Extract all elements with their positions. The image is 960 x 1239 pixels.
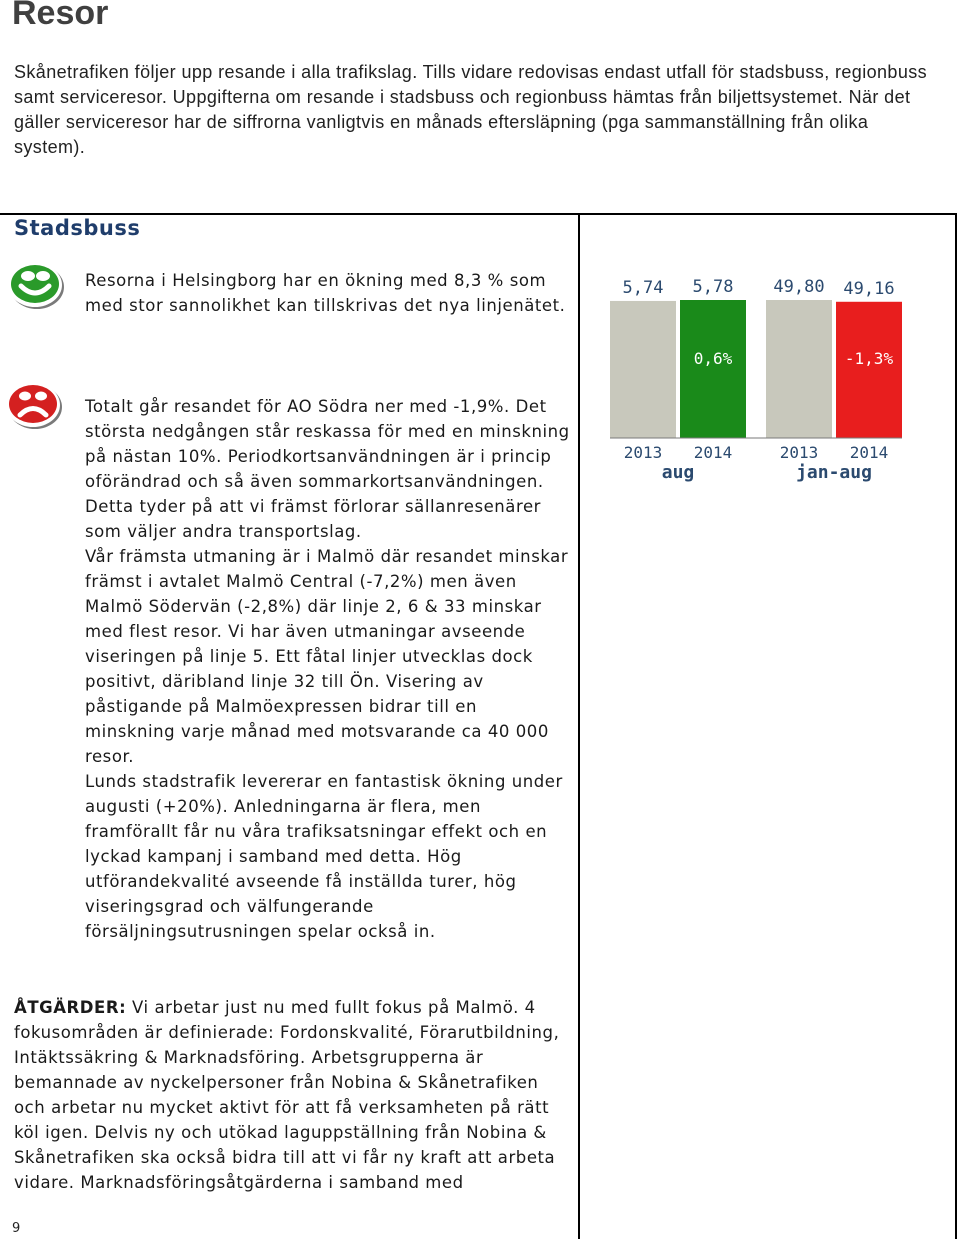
page-number: 9 [12, 1221, 21, 1236]
chart-bar [680, 300, 746, 438]
x-tick-label: 2014 [849, 443, 889, 462]
positive-note: Resorna i Helsingborg har en ökning med 8,3 % som med stor sannolikhet kan tillskrivas det nya linjenätet. [85, 271, 566, 315]
bar-value-label: 49,80 [773, 277, 825, 297]
bar-change-label: -1,3% [844, 349, 894, 368]
group-label: aug [661, 462, 695, 483]
x-tick-label: 2014 [693, 443, 733, 462]
sad-face-icon [4, 378, 64, 430]
negative-paragraph: Vår främsta utmaning är i Malmö där resandet minskar främst i avtalet Malmö Central (-7,2%) men även Malmö Södervän (-2,8%) där linje 2, 6 & 33 minskar med flest resor. Vi har även utmaningar avseende viseringen på linje 5. Ett fåtal linjer utvecklas dock positivt, däribland linje 32 till Ön. Visering av påstigande på Malmöexpressen bidrar till en minskning varje månad med motsvarande ca 40 000 resor. [85, 547, 569, 766]
chart-bar [610, 301, 676, 438]
travel-bar-chart [606, 262, 906, 492]
group-label: jan-aug [796, 462, 872, 483]
x-tick-label: 2013 [779, 443, 819, 462]
bar-value-label: 49,16 [843, 278, 895, 299]
actions-text: Vi arbetar just nu med fullt fokus på Malmö. 4 fokusområden är definierade: Fordonskvalité, Förarutbildning, Intäktssäkring & Marknadsföring. Arbetsgrupperna är bemannade av nyckelpersoner från Nobina & Skånetrafiken och arbetar nu mycket aktivt för att få verksamheten på rätt köl igen. Delvis ny och utökad laguppställning från Nobina & Skånetrafiken ska också bidra till att vi får ny kraft att arbeta vidare. Marknadsföringsåtgärderna i samband med [14, 998, 560, 1192]
bar-value-label: 5,74 [622, 277, 664, 298]
actions-paragraph [14, 995, 574, 1195]
actions-label: ÅTGÄRDER: [14, 998, 127, 1017]
negative-notes [85, 394, 570, 944]
page-title: Resor [12, 0, 109, 32]
negative-paragraph: Lunds stadstrafik levererar en fantastisk ökning under augusti (+20%). Anledningarna är flera, men framförallt får nu våra trafiksatsningar effekt och en lyckad kampanj i samband med detta. Hög utförandekvalité avseende få inställda turer, hög viseringsgrad och välfungerande försäljningsutrusningen spelar också in. [85, 772, 563, 941]
bar-value-label: 5,78 [692, 277, 734, 297]
column-divider [578, 213, 580, 1239]
bar-change-label: 0,6% [693, 349, 733, 368]
section-heading: Stadsbuss [14, 216, 141, 240]
chart-bar [766, 300, 832, 438]
chart-bar [836, 302, 902, 438]
happy-face-icon [6, 258, 66, 310]
x-tick-label: 2013 [623, 443, 663, 462]
intro-paragraph: Skånetrafiken följer upp resande i alla trafikslag. Tills vidare redovisas endast utfall för stadsbuss, regionbuss samt serviceresor. Uppgifterna om resande i stadsbuss och regionbuss hämtas från biljettsystemet. När det gäller serviceresor har de siffrorna vanligtvis en månads eftersläpning (pga sammanställning från olika system). [14, 62, 928, 157]
negative-paragraph: Totalt går resandet för AO Södra ner med -1,9%. Det största nedgången står reskassa för med en minskning på nästan 10%. Periodkortsanvändningen är i princip oförändrad och så även sommarkortsanvändningen. Detta tyder på att vi främst förlorar sällanresenärer som väljer andra transportslag. [85, 397, 570, 541]
